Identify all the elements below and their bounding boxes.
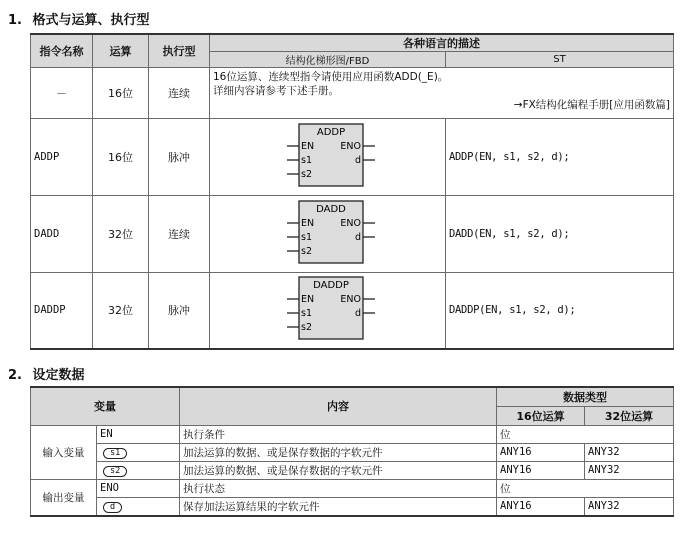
header-st: ST: [446, 52, 674, 68]
cmd-name: －: [31, 68, 93, 119]
settings-table: [30, 386, 674, 517]
fb-pin-d: d: [354, 307, 361, 319]
table-row: [31, 68, 674, 119]
table-row: [31, 443, 674, 461]
var-type-32: ANY32: [585, 497, 674, 516]
header-variable: 变量: [31, 387, 180, 425]
cmd-name: DADDP: [31, 273, 93, 349]
header-command: 指令名称: [31, 34, 93, 68]
var-name: d: [103, 502, 122, 513]
section1-number: 1.: [8, 13, 22, 28]
var-name: EN: [97, 425, 180, 443]
fb-pin-eno: ENO: [339, 293, 361, 305]
header-16bit: 16位运算: [497, 406, 585, 425]
fb-name: DADD: [315, 203, 346, 215]
fb-pin-s2: s2: [300, 168, 312, 180]
cmd-exec: 脉冲: [149, 273, 210, 349]
table-row: [31, 196, 674, 273]
var-type-16: ANY16: [497, 497, 585, 516]
table-row: [31, 273, 674, 349]
section2-number: 2.: [8, 368, 22, 383]
var-type: 位: [497, 479, 674, 497]
var-name-cell: [97, 497, 180, 516]
fbd-diagram-cell: [210, 119, 446, 196]
fb-pin-s1: s1: [300, 307, 312, 319]
fbd-diagram-cell: [210, 196, 446, 273]
section2-title: 设定数据: [32, 368, 85, 383]
cmd-operation: 32位: [93, 273, 149, 349]
fb-pin-s2: s2: [300, 245, 312, 257]
fb-pin-en: EN: [300, 140, 314, 152]
var-name-cell: [97, 461, 180, 479]
note-line-2: 详细内容请参考下述手册。: [213, 85, 339, 97]
input-group-label: 输入变量: [31, 425, 97, 479]
cmd-operation: 16位: [93, 119, 149, 196]
fb-pin-s1: s1: [300, 154, 312, 166]
header-lang-desc: 各种语言的描述: [210, 34, 674, 52]
format-table: [30, 33, 674, 350]
note-cell: [210, 68, 674, 119]
fb-pin-en: EN: [300, 217, 314, 229]
fb-name: ADDP: [316, 126, 345, 138]
cmd-exec: 脉冲: [149, 119, 210, 196]
cmd-exec: 连续: [149, 196, 210, 273]
var-type-32: ANY32: [585, 443, 674, 461]
header-data-type: 数据类型: [497, 387, 674, 406]
table-row: [31, 119, 674, 196]
cmd-operation: 32位: [93, 196, 149, 273]
var-name: s2: [103, 466, 127, 477]
section1-heading: [8, 9, 150, 28]
header-ladder: 结构化梯形图/FBD: [210, 52, 446, 68]
fb-name: DADDP: [312, 279, 349, 291]
section1-title: 格式与运算、执行型: [32, 13, 150, 28]
function-block-diagram: [273, 275, 383, 343]
function-block-diagram: [273, 199, 383, 267]
cmd-operation: 16位: [93, 68, 149, 119]
header-content: 内容: [180, 387, 497, 425]
st-syntax: DADD(EN, s1, s2, d);: [446, 196, 674, 273]
note-line-1: 16位运算、连续型指令请使用应用函数ADD(_E)。: [213, 71, 449, 83]
manual-reference: →FX结构化编程手册[应用函数篇]: [513, 99, 670, 111]
var-content: 加法运算的数据、或是保存数据的字软元件: [180, 461, 497, 479]
st-syntax: ADDP(EN, s1, s2, d);: [446, 119, 674, 196]
header-operation: 运算: [93, 34, 149, 68]
fb-pin-en: EN: [300, 293, 314, 305]
var-type-32: ANY32: [585, 461, 674, 479]
cmd-name: ADDP: [31, 119, 93, 196]
cmd-exec: 连续: [149, 68, 210, 119]
table-row: [31, 425, 674, 443]
output-group-label: 输出变量: [31, 479, 97, 516]
table-row: [31, 461, 674, 479]
fb-pin-d: d: [354, 231, 361, 243]
var-content: 保存加法运算结果的字软元件: [180, 497, 497, 516]
fbd-diagram-cell: [210, 273, 446, 349]
var-content: 执行状态: [180, 479, 497, 497]
fb-pin-eno: ENO: [339, 140, 361, 152]
var-name: ENO: [97, 479, 180, 497]
cmd-name: DADD: [31, 196, 93, 273]
fb-pin-d: d: [354, 154, 361, 166]
var-name: s1: [103, 448, 127, 459]
var-name-cell: [97, 443, 180, 461]
section2-heading: [8, 364, 85, 383]
fb-pin-s2: s2: [300, 321, 312, 333]
var-type-16: ANY16: [497, 461, 585, 479]
fb-pin-eno: ENO: [339, 217, 361, 229]
st-syntax: DADDP(EN, s1, s2, d);: [446, 273, 674, 349]
fb-pin-s1: s1: [300, 231, 312, 243]
header-32bit: 32位运算: [585, 406, 674, 425]
var-type-16: ANY16: [497, 443, 585, 461]
function-block-diagram: [273, 122, 383, 190]
var-content: 执行条件: [180, 425, 497, 443]
table-row: [31, 479, 674, 497]
var-type: 位: [497, 425, 674, 443]
header-exec-type: 执行型: [149, 34, 210, 68]
var-content: 加法运算的数据、或是保存数据的字软元件: [180, 443, 497, 461]
table-row: [31, 497, 674, 516]
